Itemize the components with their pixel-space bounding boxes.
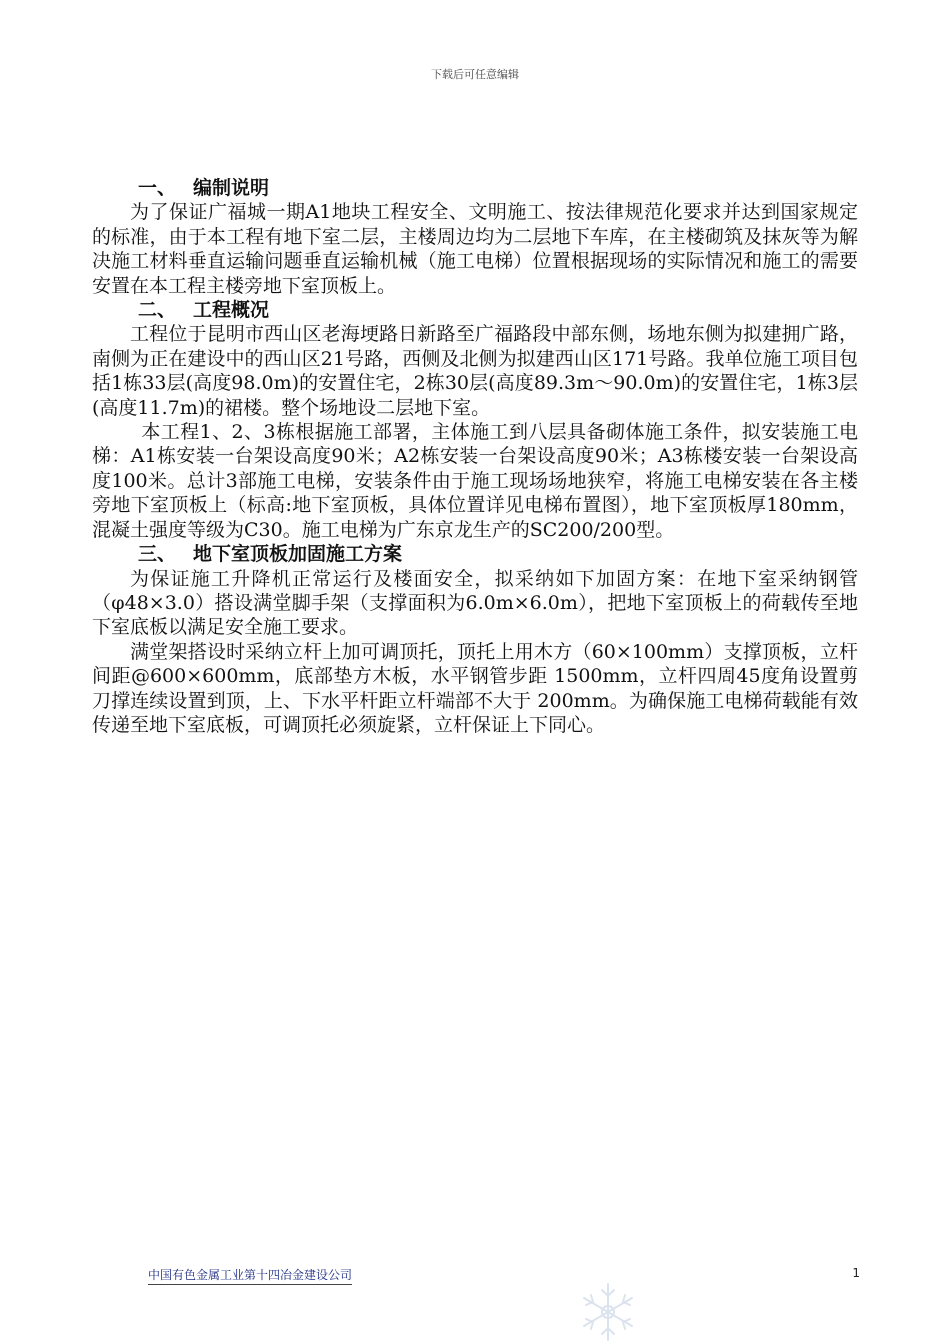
page-header: 下载后可任意编辑 (431, 68, 519, 81)
section-number-1: 一、 (138, 177, 177, 199)
document-body (92, 176, 858, 737)
footer-company-name: 中国有色金属工业第十四冶金建设公司 (148, 1266, 352, 1285)
footer-page-number: 1 (852, 1266, 860, 1280)
paragraph-2-2: 本工程1、2、3栋根据施工部署，主体施工到八层具备砌体施工条件，拟安装施工电梯：A1栋安装一台架设高度90米；A2栋安装一台架设高度90米；A3栋楼安装一台架设高度100米。总计3部施工电梯，安装条件由于施工现场场地狭窄，将施工电梯安装在各主楼旁地下室顶板上（标高:地下室顶板，具体位置详见电梯布置图），地下室顶板厚180mm，混凝土强度等级为C30。施工电梯为广东京龙生产的SC200/200型。 (92, 421, 858, 541)
section-title-2: 工程概况 (193, 299, 270, 322)
section-title-3: 地下室顶板加固施工方案 (193, 543, 403, 566)
paragraph-2-1: 工程位于昆明市西山区老海埂路日新路至广福路段中部东侧，场地东侧为拟建拥广路，南侧为正在建设中的西山区21号路，西侧及北侧为拟建西山区171号路。我单位施工项目包括1栋33层(高度98.0m)的安置住宅，2栋30层(高度89.3m～90.0m)的安置住宅，1栋3层 (高度11.7m)的裙楼。整个场地设二层地下室。 (92, 323, 858, 419)
section-title-1: 编制说明 (193, 177, 270, 199)
section-heading-2 (92, 298, 858, 322)
paragraph-1-1: 为了保证广福城一期A1地块工程安全、文明施工、按法律规范化要求并达到国家规定的标准，由于本工程有地下室二层，主楼周边均为二层地下车库，在主楼砌筑及抹灰等为解决施工材料垂直运输问题垂直运输机械（施工电梯）位置根据现场的实际情况和施工的需要安置在本工程主楼旁地下室顶板上。 (92, 201, 858, 297)
section-number-2: 二、 (138, 299, 177, 322)
section-heading-1 (92, 176, 858, 200)
paragraph-3-1: 为保证施工升降机正常运行及楼面安全，拟采纳如下加固方案：在地下室采纳钢管（φ48×3.0）搭设满堂脚手架（支撑面积为6.0m×6.0m），把地下室顶板上的荷载传至地下室底板以满足安全施工要求。 (92, 567, 858, 639)
paragraph-3-2: 满堂架搭设时采纳立杆上加可调顶托，顶托上用木方（60×100mm）支撑顶板，立杆间距@600×600mm，底部垫方木板，水平钢管步距 1500mm，立杆四周45度角设置剪刀撑连续设置到顶，上、下水平杆距立杆端部不大于 200mm。为确保施工电梯荷载能有效传递至地下室底板，可调顶托必须旋紧，立杆保证上下同心。 (92, 640, 858, 736)
section-number-3: 三、 (138, 543, 177, 566)
section-heading-3 (92, 542, 858, 566)
snowflake-watermark-icon (576, 1280, 640, 1344)
